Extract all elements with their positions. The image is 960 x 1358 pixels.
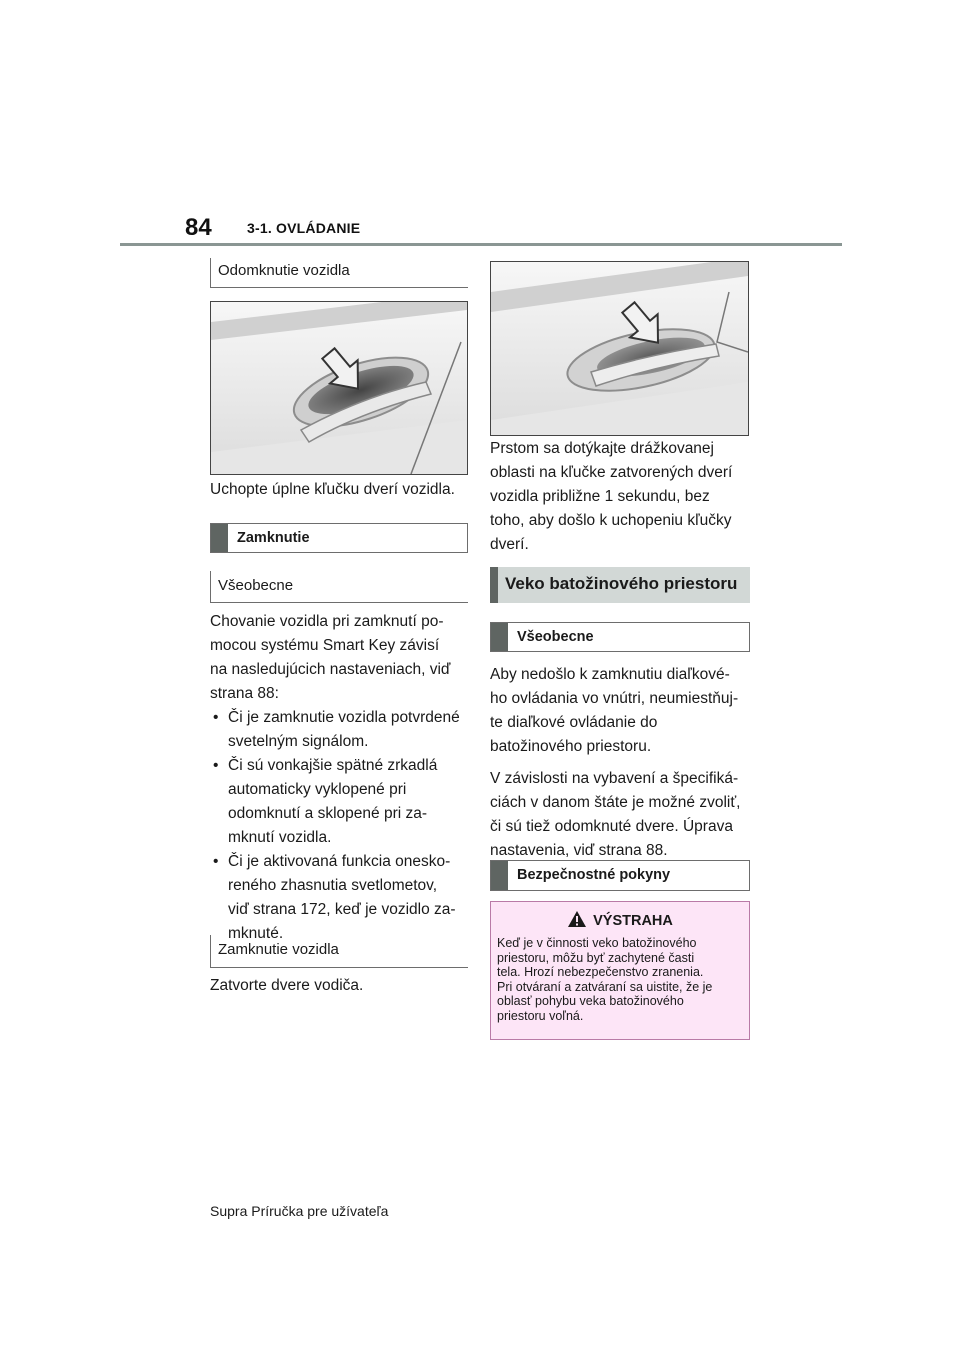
door-handle-grip-icon	[211, 302, 467, 474]
heading-marker	[490, 567, 498, 603]
general-subheading	[210, 571, 468, 603]
settings-list	[210, 706, 472, 946]
trunk-heading-text: Veko batožinového priestoru	[505, 574, 738, 593]
text-line: dverí.	[490, 536, 529, 553]
text-line: na nasledujúcich nastaveniach, viď	[210, 661, 451, 678]
text-line: viď strana 172, keď je vozidlo za-	[228, 901, 456, 918]
lock-vehicle-instruction: Zatvorte dvere vodiča.	[210, 977, 364, 994]
door-handle-touch-illustration	[490, 261, 749, 436]
text-line: • Či sú vonkajšie spätné zrkadlá	[228, 757, 438, 774]
warning-title-text: VÝSTRAHA	[593, 912, 673, 929]
depend-text	[490, 767, 758, 863]
text-line: nastavenia, viď strana 88.	[490, 842, 668, 859]
warning-triangle-icon	[567, 910, 587, 932]
text-line: vozidla približne 1 sekundu, bez	[490, 488, 710, 505]
footer-text: Supra Príručka pre užívateľa	[210, 1203, 389, 1219]
text-line: priestoru voľná.	[497, 1008, 584, 1023]
text-line: Pri otváraní a zatváraní sa uistite, že je	[497, 979, 713, 994]
unlock-instruction: Uchopte úplne kľučku dverí vozidla.	[210, 481, 455, 498]
trunk-general-heading: Všeobecne	[517, 629, 594, 645]
text-line: ciách v danom štáte je možné zvoliť,	[490, 794, 741, 811]
general-text-block	[210, 610, 472, 946]
list-item	[210, 850, 472, 946]
heading-marker	[491, 861, 508, 890]
text-line: tela. Hrozí nebezpečenstvo zranenia.	[497, 965, 704, 979]
text-line: Keď je v činnosti veko batožinového	[497, 936, 697, 950]
text-line: • Či je zamknutie vozidla potvrdené	[228, 709, 460, 726]
door-handle-touch-icon	[491, 262, 748, 435]
lock-vehicle-subheading-text: Zamknutie vozidla	[218, 941, 339, 958]
warning-box	[490, 901, 750, 1040]
text-line: svetelným signálom.	[228, 733, 369, 750]
header-divider	[120, 243, 842, 246]
lock-heading-box	[210, 523, 468, 553]
warning-text	[497, 936, 743, 1023]
text-line: strana 88:	[210, 685, 279, 702]
heading-marker	[491, 623, 508, 651]
unlock-subheading-text: Odomknutie vozidla	[218, 262, 350, 279]
text-line: Prstom sa dotýkajte drážkovanej	[490, 440, 714, 457]
text-line: V závislosti na vybavení a špecifiká-	[490, 770, 739, 787]
text-line: mocou systému Smart Key závisí	[210, 637, 440, 654]
page-number: 84	[185, 214, 212, 241]
warning-title	[491, 910, 749, 932]
text-line: mknutí vozidla.	[228, 829, 332, 846]
text-line: Chovanie vozidla pri zamknutí po-	[210, 613, 444, 630]
text-line: oblasti na kľučke zatvorených dverí	[490, 464, 733, 481]
door-handle-grip-illustration	[210, 301, 468, 475]
list-item	[210, 754, 472, 850]
general-subheading-text: Všeobecne	[218, 577, 294, 594]
text-line: oblasť pohybu veka batožinového	[497, 994, 684, 1008]
unlock-subheading	[210, 258, 468, 288]
text-line: priestoru, môžu byť zachytené časti	[497, 950, 695, 965]
text-line: te diaľkové ovládanie do	[490, 714, 658, 731]
text-line: Aby nedošlo k zamknutiu diaľkové-	[490, 666, 730, 683]
text-line: toho, aby došlo k uchopeniu kľučky	[490, 512, 732, 529]
lock-heading: Zamknutie	[237, 530, 310, 546]
text-line: odomknutí a sklopené pri za-	[228, 805, 428, 822]
remote-text	[490, 663, 758, 759]
heading-marker	[211, 524, 228, 552]
text-line: ho ovládania vo vnútri, neumiestňuj-	[490, 690, 739, 707]
chapter-title: 3-1. OVLÁDANIE	[247, 220, 361, 236]
text-line: reného zhasnutia svetlometov,	[228, 877, 438, 894]
trunk-general-heading-box	[490, 622, 750, 652]
text-line: batožinového priestoru.	[490, 738, 652, 755]
safety-heading-box	[490, 860, 750, 891]
text-line: • Či je aktivovaná funkcia onesko-	[228, 853, 451, 870]
trunk-section-heading	[490, 567, 750, 603]
text-line: mknuté.	[228, 925, 284, 942]
text-line: automaticky vyklopené pri	[228, 781, 407, 798]
safety-heading: Bezpečnostné pokyny	[517, 867, 671, 883]
touch-instruction	[490, 437, 758, 557]
lock-vehicle-subheading	[210, 935, 468, 968]
list-item	[210, 706, 472, 754]
text-line: či sú tiež odomknuté dvere. Úprava	[490, 818, 733, 835]
